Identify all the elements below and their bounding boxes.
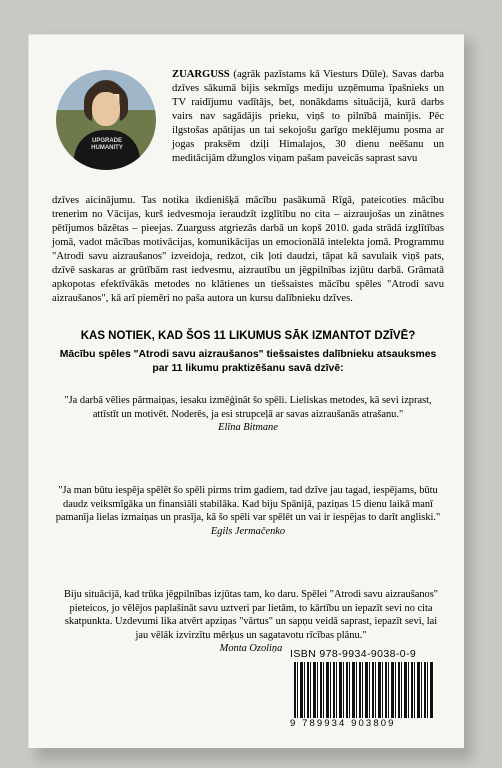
testimonials-subtitle: Mācību spēles "Atrodi savu aizraušanos" tiešsaistes dalībnieku atsauksmes par 11 likumu praktizēšanu savā dzīvē: — [59, 349, 437, 374]
author-bio-top — [172, 68, 444, 166]
ean-digits: 9 789934 903809 — [290, 718, 396, 729]
author-photo — [56, 70, 156, 170]
isbn-number: ISBN 978-9934-9038-0-9 — [290, 648, 417, 660]
testimonial-2 — [52, 484, 444, 538]
barcode-area — [290, 648, 440, 734]
author-name: ZUARGUSS — [172, 69, 230, 80]
testimonial-author: Egils Jermačenko — [210, 525, 286, 537]
section-headline: KAS NOTIEK, KAD ŠOS 11 LIKUMUS SĀK IZMANTOT DZĪVĒ? — [80, 330, 416, 342]
testimonial-3 — [60, 588, 442, 656]
author-bio-continued: dzīves aicinājumu. Tas notika ikdienišķā mācību pasākumā Rīgā, pateicoties mācību trenerim no Vācijas, kurš iedvesmoja ieraudzīt izglītību no cita – aizraujošas un zinātnes pētījumos bāzētas – pieejas. Zuarguss atgriezās darbā un kopš 2010. gada strādā izglītības jomā, vadot mācības motivācijas, komunikācijas un emocionālā intelekta jomā. Programmu "Atrodi savu aizraušanos" izveidoja, redzot, cik ļoti daudzi, tāpat kā savulaik viņš pats, dzīvē saskaras ar grūtībām rast iedvesmu, aizrautību un jēgpilnības izjūtu darbā. Grāmatā apkopotas efektīvākās metodes no klātienes un tiešsaistes mācību spēles "Atrodi savu aizraušanos", kā arī piemēri no paša autora un kursu dalībnieku dzīves. — [52, 195, 444, 304]
testimonial-author: Monta Ozoliņa — [219, 643, 283, 654]
author-face — [92, 92, 120, 126]
testimonial-text: Biju situācijā, kad trūka jēgpilnības izjūtas tam, ko daru. Spēlei "Atrodi savu aizraušanos" pieteicos, jo vēlējos paplašināt savu uztveri par lietām, to kārtību un iepazīt sevi no cita skatpunkta. Uzdevumi lika atvērt apziņas "vārtus" un sapņu veidā saprast, iepazīt sevi, lai jau vēlāk izvirzītu mērķus un sagatavotu rīcības plānu." — [63, 589, 439, 641]
testimonial-text: "Ja man būtu iespēja spēlēt šo spēli pirms trim gadiem, tad dzīve jau tagad, iespējams, būtu daudz veiksmīgāka un finansiāli stabilāka. Kad biju Spānijā, paziņas 15 dienu laikā manī pamanīja lielas izmaiņas un prasīja, kā šo spēli var spēlēt un vai ir iespējas to darīt angliski." — [55, 485, 441, 523]
barcode-bars — [294, 662, 434, 718]
testimonial-author: Elīna Bitmane — [218, 422, 278, 433]
shirt-logo: UPGRADE HUMANITY — [91, 138, 123, 151]
testimonial-text: "Ja darbā vēlies pārmaiņas, iesaku izmēģināt šo spēli. Lieliskas metodes, kā sevi izprast, attīstīt un motivēt. Noderēs, ja esi strupceļā ar savas aizraušanās atrašanu." — [64, 395, 432, 420]
testimonial-1 — [52, 394, 444, 435]
bio-lead: (agrāk pazīstams kā Viesturs Dūle). Savas darba dzīves sākumā bijis sekmīgs mediju uzņēmuma īpašnieks un TV raidījumu vadītājs, bet, nonākdams situācijā, kurā darbs vairs nav sagādājis prieku, viņš to pilnībā mainījis. Pēc ilgstošas apātijas un tai sekojošu garīgo meklējumu posma ar jogas praksēm dziļi Himalajos, 30 dienu neēšanu un meditācijām džunglos viņam pašam paveicās saprast savu — [172, 69, 444, 164]
